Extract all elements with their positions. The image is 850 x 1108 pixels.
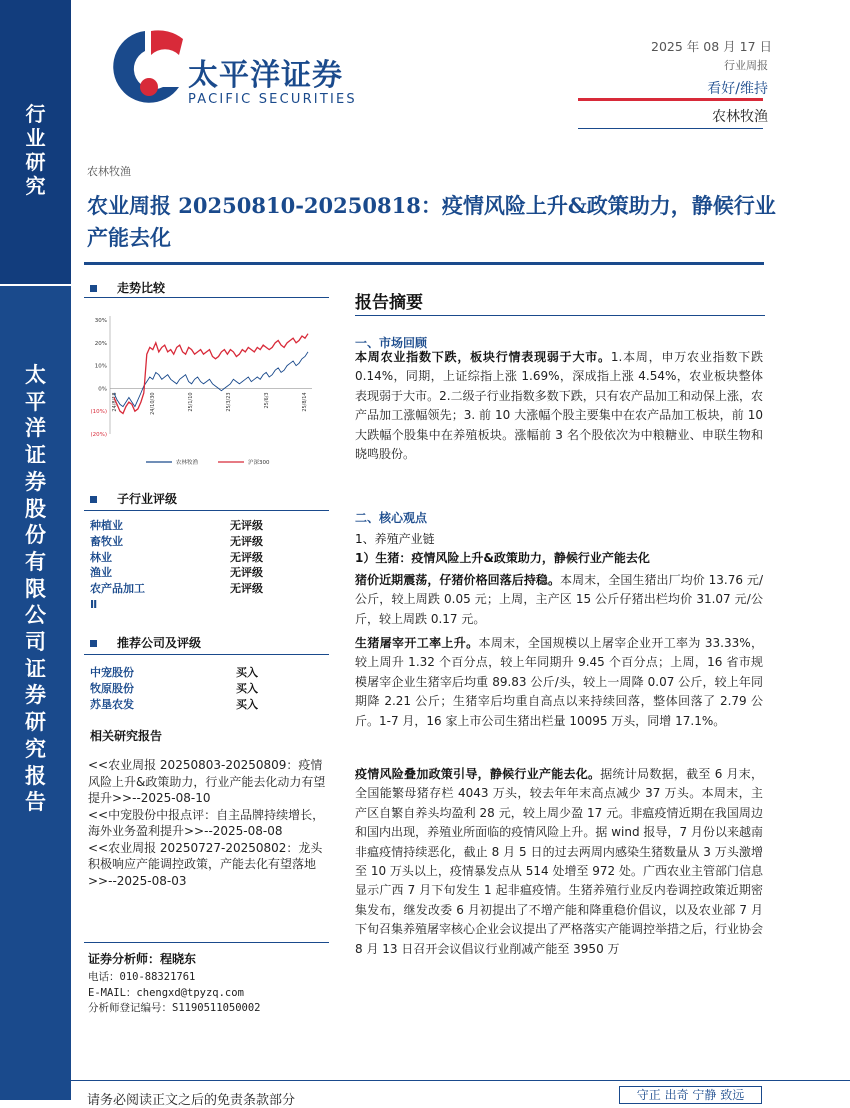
trend-chart bbox=[86, 302, 326, 482]
report-title: 农业周报 20250810-20250818：疫情风险上升&政策助力，静候行业产能去化 bbox=[87, 193, 776, 250]
related-report-link[interactable]: <<农业周报 20250803-20250809：疫情风险上升&政策助力，行业产能去化动力有望提升>>--2025-08-10 bbox=[88, 758, 326, 805]
analyst-registration: 分析师登记编号：S1190511050002 bbox=[88, 1002, 261, 1014]
industry-name: 农林牧渔 bbox=[712, 109, 768, 125]
y-tick-label: (10%) bbox=[90, 409, 107, 416]
company-rating: 买入 bbox=[236, 681, 258, 695]
sidebar-bottom-char: 公 bbox=[25, 603, 46, 628]
x-tick-label: 25/3/23 bbox=[226, 392, 232, 412]
sub-ratings-heading bbox=[90, 490, 177, 507]
breadcrumb: 农林牧渔 bbox=[87, 165, 131, 178]
footer-rule bbox=[71, 1080, 850, 1081]
capacity-lead: 疫情风险叠加政策引导，静候行业产能去化。 bbox=[355, 767, 601, 781]
x-tick-label: 25/8/14 bbox=[302, 392, 308, 412]
trend-heading-text: 走势比较 bbox=[117, 281, 166, 295]
analyst-email[interactable]: E-MAIL：chengxd@tpyzq.com bbox=[88, 986, 244, 999]
sidebar-divider bbox=[0, 284, 71, 286]
sidebar-bottom-char: 股 bbox=[25, 496, 46, 521]
trend-rule bbox=[84, 297, 329, 298]
y-tick-label: 10% bbox=[94, 363, 107, 370]
pig-heading: 1）生猪：疫情风险上升&政策助力，静候行业产能去化 bbox=[355, 551, 650, 565]
legend-label: 农林牧渔 bbox=[176, 460, 199, 466]
sidebar-bottom-char: 券 bbox=[25, 683, 46, 708]
sub-ratings-rule bbox=[84, 510, 329, 511]
company-logo-icon bbox=[105, 25, 185, 137]
title-rule bbox=[84, 262, 764, 265]
x-tick-label: 24/8/18 bbox=[112, 392, 118, 412]
slaughter-body: 本周末，全国规模以上屠宰企业开工率为 33.33%，较上周升 1.32 个百分点，较上年同期升 9.45 个百分点；上周，16 省市规模屠宰企业生猪宰后均重 89.83 公斤/头，较上一周降 0.07 公斤，较上年同期降 2.21 公斤；生猪宰后均重自高点以来持续回落，整体回落了 2.79 公斤。1-7 月，16 家上市公司生猪出栏量 10095 万头，同增 17.1%。 bbox=[355, 636, 763, 728]
company-name: 中宠股份 bbox=[90, 666, 134, 679]
company-rating: 买入 bbox=[236, 697, 258, 711]
market-review-body: 1.本周，申万农业指数下跌 0.14%，同期，上证综指上涨 1.69%，深成指上涨 4.54%，农业板块整体表现弱于大市。2.二级子行业指数多数下跌，只有农产品加工和动保上涨，农产品加工涨幅领先；3. 前 10 大涨幅个股主要集中在农产品加工板块，前 10 大跌幅个股集中在养殖板块。涨幅前 3 名个股依次为中粮糖业、申联生物和晓鸣股份。 bbox=[355, 350, 763, 462]
sidebar-bottom-char: 报 bbox=[25, 763, 46, 788]
logo-chinese-name: 太平洋证券 bbox=[188, 58, 343, 93]
sidebar-bottom-char: 平 bbox=[25, 389, 46, 414]
sidebar-bottom-char: 限 bbox=[25, 576, 46, 601]
sidebar-top-text bbox=[0, 102, 71, 198]
y-tick-label: 20% bbox=[94, 340, 107, 347]
trend-heading bbox=[90, 279, 165, 296]
y-tick-label: (20%) bbox=[90, 432, 107, 438]
section-bullet-icon bbox=[90, 285, 97, 292]
sidebar-bottom-char: 司 bbox=[25, 630, 46, 655]
industry-rating: 看好/维持 bbox=[707, 81, 768, 97]
y-tick-label: 0% bbox=[98, 386, 107, 393]
capacity-body: 据统计局数据，截至 6 月末，全国能繁母猪存栏 4043 万头，较去年年末高点减少 37 万头。本周末，主产区自繁自养头均盈利 28 元，较上周少盈 17 元。非瘟疫情近期在我国周边和国内出现，养殖业所面临的疫情风险上升。据 wind 报导，7 月份以来越南非瘟疫情持续恶化，截止 8 月 5 日的过去两周内感染生猪数量从 3 万头激增至 10 万头以上，疫情暴发点从 514 处增至 972 处。广西农业主管部门信息显示广西 7 月下旬发生 1 起非瘟疫情。生猪养殖行业反内卷调控政策近期密集发布，继发改委 6 月初提出了不增产能和降重稳价倡议，以及农业部 7 月下旬召集养殖屠宰核心企业会议提出了严格落实产能调控举措之后，行业协会 8 月 13 日召开会议倡议行业削减产能至 3950 万 bbox=[355, 767, 764, 956]
market-review-heading: 一、市场回顾 bbox=[355, 336, 428, 350]
related-heading: 相关研究报告 bbox=[90, 729, 163, 743]
logo-english-name: PACIFIC SECURITIES bbox=[188, 92, 357, 107]
sub-industry-name: 农产品加工 bbox=[90, 582, 145, 596]
companies-heading-text: 推荐公司及评级 bbox=[117, 636, 202, 650]
sidebar-bottom-text bbox=[0, 362, 71, 816]
analyst-phone: 电话：010-88321761 bbox=[88, 971, 196, 983]
report-date: 2025 年 08 月 17 日 bbox=[651, 39, 772, 54]
related-report-link[interactable]: <<中宠股份中报点评：自主品牌持续增长，海外业务盈利提升>>--2025-08-08 bbox=[88, 807, 325, 838]
sidebar-top-char: 研 bbox=[25, 150, 46, 174]
series-line-agri bbox=[114, 352, 308, 407]
company-name: 牧原股份 bbox=[90, 681, 134, 695]
sidebar-bottom-char: 研 bbox=[25, 710, 46, 735]
sidebar-bottom-char: 证 bbox=[25, 443, 46, 468]
sub-industry-name: 畜牧业 bbox=[90, 534, 123, 548]
sidebar-bottom-char: 太 bbox=[25, 363, 46, 387]
analyst-heading: 证券分析师：程晓东 bbox=[88, 952, 197, 966]
sub-industry-rating: 无评级 bbox=[230, 534, 263, 548]
series-line-csi300 bbox=[114, 334, 308, 414]
sidebar-bottom-char: 究 bbox=[25, 736, 46, 761]
summary-heading: 报告摘要 bbox=[355, 293, 423, 313]
header-blue-rule bbox=[578, 128, 763, 129]
pig-price-paragraph bbox=[355, 571, 763, 629]
section-bullet-icon bbox=[90, 640, 97, 647]
slaughter-paragraph bbox=[355, 634, 763, 731]
sub-industry-rating: 无评级 bbox=[230, 582, 263, 596]
sub-industry-rating: 无评级 bbox=[230, 550, 263, 564]
sidebar-bottom-char: 份 bbox=[25, 523, 46, 548]
sidebar-bottom-char: 有 bbox=[25, 549, 46, 574]
company-name: 苏垦农发 bbox=[90, 697, 134, 711]
analyst-info bbox=[88, 970, 261, 1017]
related-report-link[interactable]: <<农业周报 20250727-20250802：龙头积极响应产能调控政策，产能去化有望落地>>--2025-08-03 bbox=[88, 840, 323, 888]
legend-label: 沪深300 bbox=[248, 460, 270, 466]
section-bullet-icon bbox=[90, 496, 97, 503]
y-tick-label: 30% bbox=[94, 318, 107, 324]
footer-disclaimer[interactable]: 请务必阅读正文之后的免责条款部分 bbox=[87, 1093, 296, 1108]
capacity-paragraph bbox=[355, 765, 763, 959]
market-review-lead: 本周农业指数下跌，板块行情表现弱于大市。 bbox=[355, 350, 611, 364]
report-type: 行业周报 bbox=[724, 59, 768, 72]
company-rating: 买入 bbox=[236, 666, 258, 679]
sub-industry-name: Ⅱ bbox=[90, 597, 98, 611]
companies-heading bbox=[90, 634, 201, 651]
summary-rule bbox=[355, 315, 765, 316]
sidebar-top-char: 究 bbox=[25, 174, 46, 198]
x-tick-label: 25/1/10 bbox=[188, 392, 194, 412]
header-red-rule bbox=[578, 98, 763, 101]
x-tick-label: 24/10/30 bbox=[150, 392, 156, 415]
sub-industry-rating: 无评级 bbox=[230, 519, 263, 532]
sub-ratings-heading-text: 子行业评级 bbox=[117, 492, 178, 506]
sidebar-bottom-char: 券 bbox=[25, 469, 46, 494]
companies-rule bbox=[84, 654, 329, 655]
pig-price-body: 本周末，全国生猪出厂均价 13.76 元/公斤，较上周跌 0.05 元；上周，主产区 15 公斤仔猪出栏均价 31.07 元/公斤，较上周跌 0.17 元。 bbox=[355, 573, 763, 626]
pig-price-lead: 猪价近期震荡，仔猪价格回落后持稳。 bbox=[355, 573, 561, 587]
market-review-paragraph bbox=[355, 348, 763, 464]
sidebar-top-char: 业 bbox=[25, 126, 46, 150]
x-tick-label: 25/6/3 bbox=[264, 392, 270, 409]
slaughter-lead: 生猪屠宰开工率上升。 bbox=[355, 636, 479, 650]
sidebar-bottom-char: 告 bbox=[25, 790, 46, 815]
sub-industry-name: 林业 bbox=[90, 550, 112, 564]
sub-industry-rating: 无评级 bbox=[230, 566, 263, 580]
sidebar-top-char: 行 bbox=[25, 102, 46, 126]
core-view-subheading: 1、养殖产业链 bbox=[355, 532, 435, 546]
sub-industry-name: 种植业 bbox=[90, 519, 123, 532]
sub-industry-name: 渔业 bbox=[90, 566, 112, 580]
analyst-rule bbox=[84, 942, 329, 943]
sidebar-bottom-char: 洋 bbox=[25, 416, 46, 441]
core-view-heading: 二、核心观点 bbox=[355, 511, 428, 525]
related-list bbox=[88, 757, 328, 889]
sidebar-bottom-char: 证 bbox=[25, 656, 46, 681]
footer-motto: 守正 出奇 宁静 致远 bbox=[619, 1086, 762, 1104]
